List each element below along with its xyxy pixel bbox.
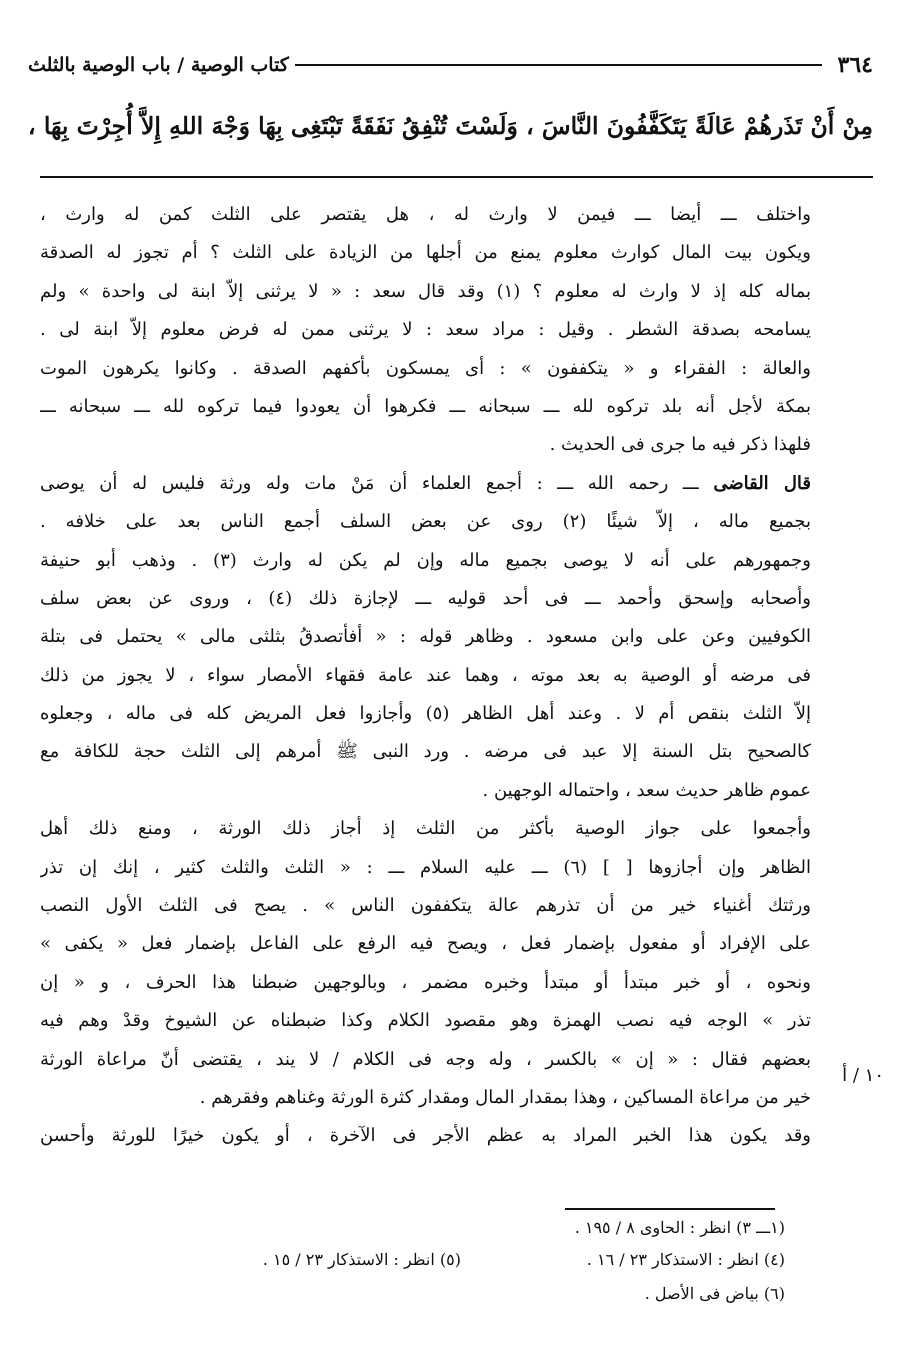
text-line: بعضهم فقال : « إن » بالكسر ، وله وجه فى الكلام / لا يند ، يقتضى أنّ مراعاة الورثة	[40, 1048, 811, 1070]
text-line: والعالة : الفقراء و « يتكففون » : أى يمسكون بأكفهم الصدقة . وكانوا يكرهون الموت	[40, 357, 811, 379]
footnote-6: (٦) بياض فى الأصل .	[644, 1284, 785, 1303]
text-line: بمكة لأجل أنه بلد تركوه لله ـــ سبحانه ـــ فكرهوا أن يعودوا فيما تركوه لله ـــ سبحانه ـــ	[40, 395, 811, 417]
text-line	[40, 465, 811, 503]
commentary-body	[40, 196, 811, 1156]
text-line: الظاهر وإن أجازوها [ ] (٦) ـــ عليه السلام ـــ : « الثلث والثلث كثير ، إنك إن تذر	[40, 856, 811, 878]
speaker-lead: قال القاضى	[713, 472, 811, 494]
text-line: عموم ظاهر حديث سعد ، واحتماله الوجهين .	[482, 779, 811, 801]
text-line: بماله كله إذ لا وارث له معلوم ؟ (١) وقد قال سعد : « لا يرثنى إلاّ ابنة لى واحدة » ولم	[40, 280, 811, 302]
page-header	[28, 48, 873, 82]
text-line-rest: ـــ رحمه الله ـــ : أجمع العلماء أن مَنْ مات وله ورثة فليس له أن يوصى	[40, 472, 714, 494]
text-line: على الإفراد أو مفعول بإضمار فعل ، ويصح فيه الرفع على الفاعل بإضمار فعل « يكفى »	[40, 933, 811, 955]
header-rule	[295, 64, 822, 66]
text-line: فلهذا ذكر فيه ما جرى فى الحديث .	[549, 434, 811, 456]
text-line: تذر » الوجه فيه نصب الهمزة وهو مقصود الكلام وكذا ضبطناه عن الشيوخ وقدْ وهم فيه	[40, 1010, 811, 1032]
text-line: وأصحابه وإسحق وأحمد ـــ فى أحد قوليه ـــ لإجازة ذلك (٤) ، وروى عن بعض سلف	[40, 587, 811, 609]
text-line: وقد يكون هذا الخبر المراد به عظم الأجر فى الآخرة ، أو يكون خيرًا للورثة وأحسن	[40, 1125, 811, 1147]
text-line: يسامحه بصدقة الشطر . وقيل : مراد سعد : لا يرثنى ممن له فرض معلوم إلاّ ابنة لى .	[40, 319, 811, 341]
page-number: ٣٦٤	[837, 52, 873, 78]
text-line: ورثتك أغنياء خير من أن تذرهم عالة يتكففون الناس » . يصح فى الثلث الأول النصب	[40, 895, 811, 917]
text-line: ويكون بيت المال كوارث معلوم يمنع من أجلها من الزيادة على الثلث ؟ أم تجوز له الصدقة	[40, 242, 811, 264]
text-line: وأجمعوا على جواز الوصية بأكثر من الثلث إذ أجاز ذلك الورثة ، ومنع ذلك أهل	[40, 818, 811, 840]
text-line: فى مرضه أو الوصية به بعد موته ، وهما عند عامة فقهاء الأمصار سواء ، لا يجوز من ذلك	[40, 664, 811, 686]
text-line: ونحوه ، أو خبر مبتدأ أو مبتدأ وخبره مضمر ، وبالوجهين ضبطنا هذا الحرف ، و « إن	[40, 971, 811, 993]
footnote-divider	[565, 1208, 775, 1210]
footnote-4: (٤) انظر : الاستذكار ٢٣ / ١٦ .	[586, 1250, 785, 1269]
text-line: واختلف ـــ أيضا ـــ فيمن لا وارث له ، هل يقتصر على الثلث كمن له وارث ،	[40, 204, 811, 225]
text-line: بجميع ماله ، إلاّ شيئًا (٢) روى عن بعض السلف أجمع الناس بعد على خلافه .	[40, 511, 811, 533]
running-title: كتاب الوصية / باب الوصية بالثلث	[28, 54, 289, 76]
text-line: إلاّ الثلث بنقص أم لا . وعند أهل الظاهر (٥) وأجازوا فعل المريض كله فى ماله ، وجعلوه	[40, 703, 811, 725]
text-line: الكوفيين وعن على وابن مسعود . وظاهر قوله : « أفأتصدقُ بثلثى مالى » يحتمل فى بتلة	[40, 626, 811, 648]
footnote-5: (٥) انظر : الاستذكار ٢٣ / ١٥ .	[262, 1250, 461, 1269]
text-line: كالصحيح بتل السنة إلا عبد فى مرضه . ورد النبى ﷺ أمرهم إلى الثلث حجة للكافة مع	[40, 741, 811, 763]
text-divider	[40, 176, 873, 178]
hadith-text: مِنْ أَنْ تَذَرهُمْ عَالَةً يَتَكَفَّفُونَ النَّاسَ ، وَلَسْتَ تُنْفِقُ نَفَقَةً تَبْتَغِى بِهَا وَجْهَ اللهِ إِلاَّ أُجِرْتَ بِهَا ،	[28, 112, 873, 140]
text-line: وجمهورهم على أنه لا يوصى بجميع ماله وإن لم يكن له وارث (٣) . وذهب أبو حنيفة	[40, 549, 811, 571]
footnote-1: (١ـــ ٣) انظر : الحاوى ٨ / ١٩٥ .	[574, 1218, 785, 1237]
manuscript-folio-marker: ١٠ / أ	[842, 1065, 884, 1086]
text-line: خير من مراعاة المساكين ، وهذا بمقدار المال ومقدار كثرة الورثة وغناهم وفقرهم .	[199, 1086, 811, 1108]
